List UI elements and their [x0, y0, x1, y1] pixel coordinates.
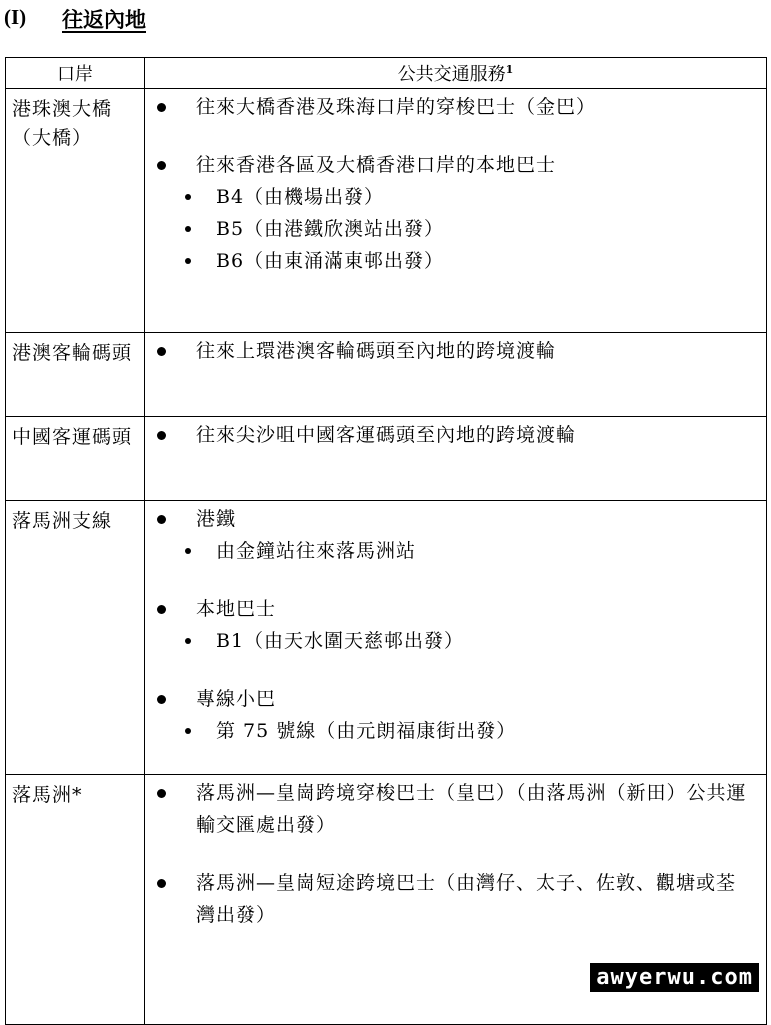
service-text: 專線小巴 — [196, 688, 277, 710]
bullet-icon — [157, 431, 166, 440]
ports-table — [5, 57, 767, 1025]
sub-text: B6（由東涌滿東邨出發） — [216, 250, 445, 272]
service-cell — [145, 333, 767, 417]
service-text: 往來上環港澳客輪碼頭至內地的跨境渡輪 — [196, 340, 557, 362]
port-name: 港澳客輪碼頭 — [6, 333, 145, 417]
port-name: 中國客運碼頭 — [6, 417, 145, 501]
bullet-icon — [157, 347, 166, 356]
sub-item — [145, 625, 766, 657]
table-row — [6, 89, 767, 333]
table-row — [6, 501, 767, 775]
bullet-icon — [157, 789, 166, 798]
service-text: 本地巴士 — [196, 598, 277, 620]
sub-bullet-icon — [185, 638, 191, 644]
sub-bullet-icon — [185, 548, 191, 554]
sub-item — [145, 245, 766, 277]
bullet-icon — [157, 605, 166, 614]
service-item — [145, 503, 766, 535]
bullet-icon — [157, 515, 166, 524]
service-item — [145, 149, 766, 181]
header-service — [145, 58, 767, 89]
sub-bullet-icon — [185, 728, 191, 734]
sub-item — [145, 181, 766, 213]
port-name: 落馬洲* — [6, 775, 145, 1025]
service-text: 港鐵 — [196, 508, 237, 530]
service-text: 落馬洲—皇崗跨境穿梭巴士（皇巴）（由落馬洲（新田）公共運輸交匯處出發） — [196, 782, 747, 836]
footnote-marker: 1 — [505, 63, 514, 76]
service-cell — [145, 89, 767, 333]
table-header-row — [6, 58, 767, 89]
service-item — [145, 777, 766, 841]
bullet-icon — [157, 695, 166, 704]
service-item — [145, 683, 766, 715]
service-text: 落馬洲—皇崗短途跨境巴士（由灣仔、太子、佐敦、觀塘或荃灣出發） — [196, 872, 737, 926]
header-service-label: 公共交通服務 — [397, 64, 506, 85]
service-item — [145, 91, 766, 123]
service-text: 往來尖沙咀中國客運碼頭至內地的跨境渡輪 — [196, 424, 577, 446]
service-cell — [145, 501, 767, 775]
sub-text: 第 75 號線（由元朗福康街出發） — [216, 720, 517, 742]
sub-bullet-icon — [185, 226, 191, 232]
sub-text: 由金鐘站往來落馬洲站 — [216, 540, 417, 562]
section-number: (I) — [4, 5, 27, 29]
service-item — [145, 419, 766, 451]
service-cell — [145, 417, 767, 501]
service-item — [145, 867, 766, 931]
section-title: 往返內地 — [62, 7, 146, 32]
sub-item — [145, 213, 766, 245]
sub-bullet-icon — [185, 194, 191, 200]
bullet-icon — [157, 103, 166, 112]
sub-item — [145, 715, 766, 747]
bullet-icon — [157, 879, 166, 888]
service-text: 往來大橋香港及珠海口岸的穿梭巴士（金巴） — [196, 96, 597, 118]
service-text: 往來香港各區及大橋香港口岸的本地巴士 — [196, 154, 557, 176]
service-item — [145, 335, 766, 367]
header-port-label: 口岸 — [57, 64, 93, 85]
header-port — [6, 58, 145, 89]
table-row — [6, 333, 767, 417]
section-heading — [4, 4, 146, 32]
sub-text: B5（由港鐵欣澳站出發） — [216, 218, 445, 240]
sub-text: B4（由機場出發） — [216, 186, 385, 208]
service-item — [145, 593, 766, 625]
table-row — [6, 417, 767, 501]
sub-item — [145, 535, 766, 567]
bullet-icon — [157, 161, 166, 170]
port-name: 落馬洲支線 — [6, 501, 145, 775]
sub-text: B1（由天水圍天慈邨出發） — [216, 630, 465, 652]
watermark: awyerwu.com — [590, 963, 759, 992]
port-name: 港珠澳大橋（大橋） — [6, 89, 145, 333]
sub-bullet-icon — [185, 258, 191, 264]
